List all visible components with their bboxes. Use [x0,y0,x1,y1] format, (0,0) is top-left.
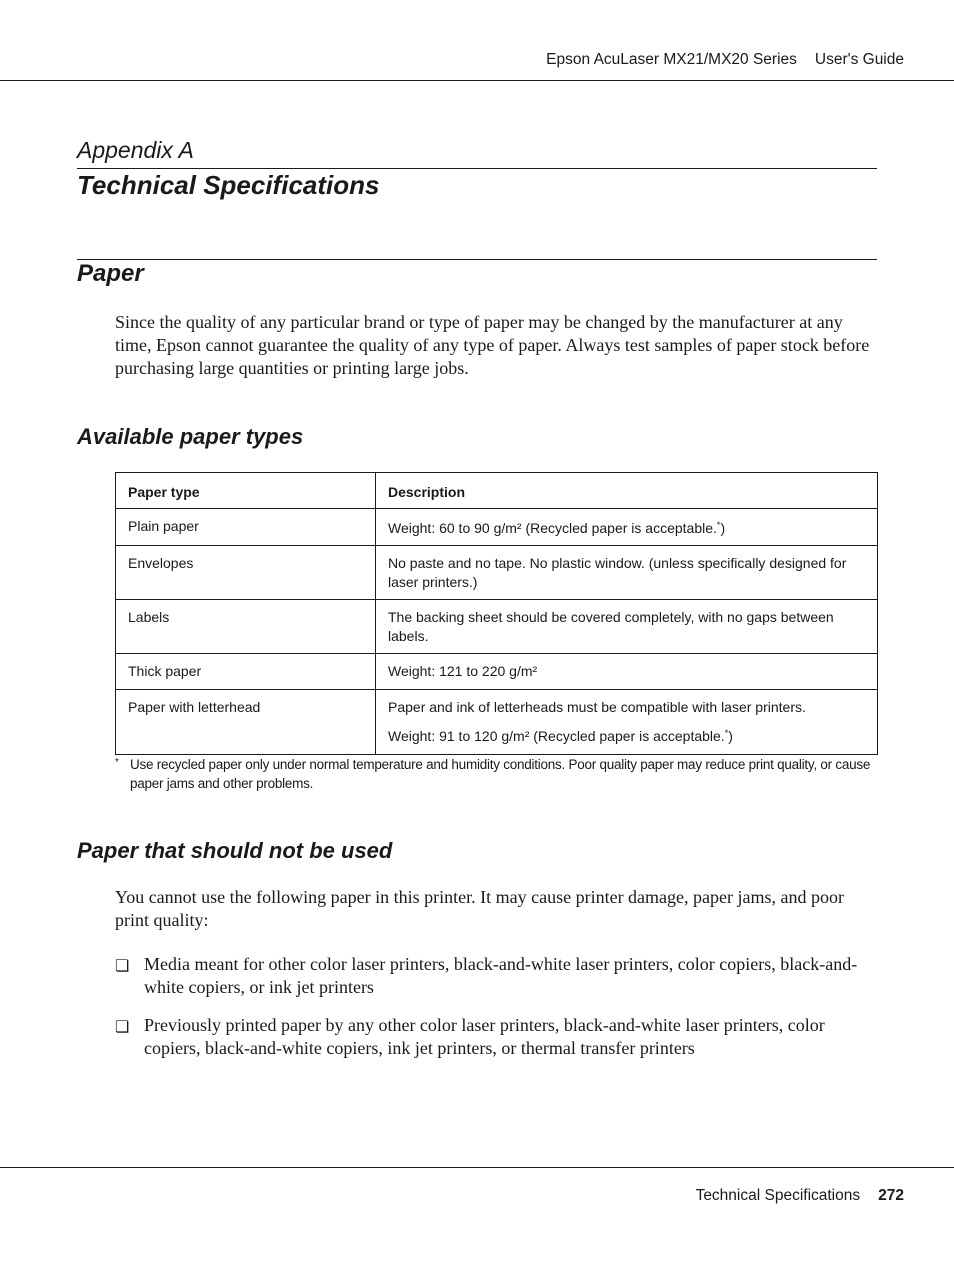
section-rule [77,259,877,260]
paper-intro: Since the quality of any particular brand or type of paper may be changed by the manufacturer at any time, Epson cannot guarantee the quality of any type of paper. Always test samples of paper stock before purchasing large quantities or printing large jobs. [115,312,870,378]
header-guide: User's Guide [814,51,904,68]
checkbox-bullet-icon: ❏ [115,1017,130,1036]
cell-description: The backing sheet should be covered completely, with no gaps between labels. [376,600,878,654]
cell-paper-type: Labels [116,600,376,654]
table-footnote [115,755,878,793]
section-title: Paper [77,260,144,287]
table-row [116,546,878,600]
cell-description: Weight: 121 to 220 g/m² [376,654,878,690]
cell-paper-type: Paper with letterhead [116,689,376,754]
table-row [116,600,878,654]
checkbox-bullet-icon: ❏ [115,956,130,975]
list-item: ❏ Media meant for other color laser printers, black-and-white laser printers, color copiers, black-and-white copiers, or ink jet printers [115,954,858,997]
paper-types-table [115,472,878,755]
footer-section: Technical Specifications [695,1187,861,1204]
running-header [546,51,904,69]
chapter-title: Technical Specifications [77,170,380,200]
cell-description: Weight: 60 to 90 g/m² (Recycled paper is acceptable.*) [376,508,878,546]
cell-paper-type: Thick paper [116,654,376,690]
cell-description: Paper and ink of letterheads must be compatible with laser printers. Weight: 91 to 120 g/m² (Recycled paper is acceptable.*) [376,689,878,754]
cell-description: No paste and no tape. No plastic window. (unless specifically designed for laser printers.) [376,546,878,600]
header-product: Epson AcuLaser MX21/MX20 Series [546,51,797,68]
appendix-label: Appendix A [77,137,194,163]
available-paper-types-heading: Available paper types [77,424,304,449]
footer-rule [0,1167,954,1168]
column-header-paper-type: Paper type [116,473,376,509]
table-row [116,654,878,690]
footnote-mark: * [115,757,119,768]
table-header-row [116,473,878,509]
footnote-ref: * [716,519,721,530]
footnote-ref: * [724,728,729,738]
header-rule [0,80,954,81]
table-row [116,689,878,754]
appendix-rule [77,168,877,169]
column-header-description: Description [376,473,878,509]
paper-not-used-heading: Paper that should not be used [77,838,393,863]
cell-paper-type: Plain paper [116,508,376,546]
footnote-text: Use recycled paper only under normal temperature and humidity conditions. Poor quality paper may reduce print quality, or cause paper jams and other problems. [130,757,871,791]
list-item: ❏ Previously printed paper by any other color laser printers, black-and-white laser printers, color copiers, black-and-white copiers, ink jet printers, or thermal transfer printers [115,1015,825,1058]
table-row [116,508,878,546]
not-used-intro: You cannot use the following paper in this printer. It may cause printer damage, paper jams, and poor print quality: [115,887,844,930]
running-footer [696,1187,904,1205]
cell-paper-type: Envelopes [116,546,376,600]
page-number: 272 [878,1187,904,1204]
